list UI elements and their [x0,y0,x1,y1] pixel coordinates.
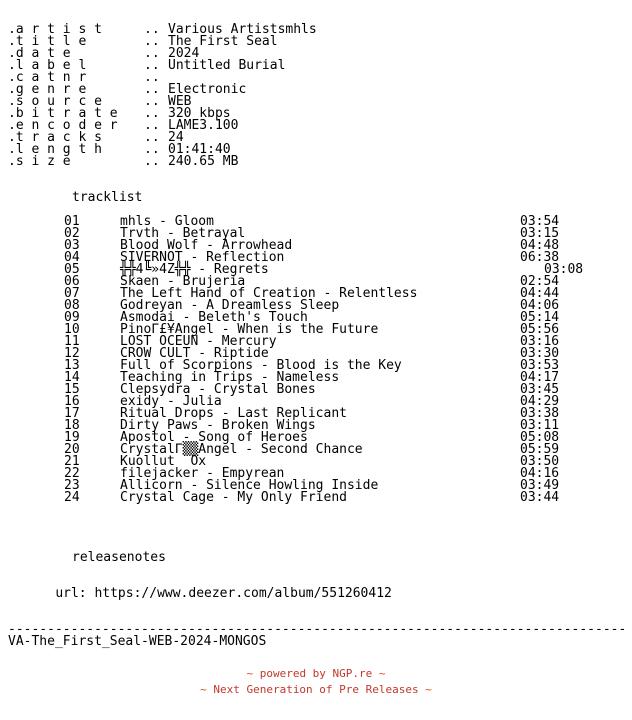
field-key: .d a t e [8,46,71,61]
field-value: LAME3.100 [168,118,239,133]
track-title: CROW CULT - Riptide [120,346,269,361]
field-key: .s i z e [8,154,71,169]
field-separator: .. [144,130,160,145]
track-title: LOST OCEUN - Mercury [120,334,277,349]
track-duration: 05:59 [520,442,560,457]
release-name: VA-The_First_Seal-WEB-2024-MONGOS [8,634,267,649]
track-title: Godreyan - A Dreamless Sleep [120,298,340,313]
track-duration: 04:17 [520,370,560,385]
releasenotes-heading: releasenotes [72,550,166,565]
track-duration: 03:11 [520,418,560,433]
field-value: 240.65 MB [168,154,239,169]
track-number: 17 [64,406,80,421]
track-duration: 04:06 [520,298,560,313]
divider: ------------------------------------------------------------------------------- [8,622,627,637]
track-number: 08 [64,298,80,313]
track-title: exidy - Julia [120,394,222,409]
track-title: SIVERNOT - Reflection [120,250,285,265]
field-key: .l a b e l [8,58,87,73]
track-number: 23 [64,478,80,493]
track-number: 19 [64,430,80,445]
field-separator: .. [144,154,160,169]
track-title: Kuollut Ox [120,454,207,469]
footer-powered-by [0,668,632,680]
track-duration: 03:53 [520,358,560,373]
track-duration: 03:16 [520,334,560,349]
track-number: 05 [64,262,80,277]
field-row [0,24,632,36]
track-number: 11 [64,334,80,349]
tilde-left: ~ [200,683,207,696]
track-title: Teaching in Trips - Nameless [120,370,340,385]
field-row [0,72,632,84]
track-title: filejacker - Empyrean [120,466,285,481]
tilde-right: ~ [425,683,432,696]
field-separator: .. [144,94,160,109]
track-title: Full of Scorpions - Blood is the Key [120,358,402,373]
field-separator: .. [144,34,160,49]
field-value: Untitled Burial [168,58,286,73]
track-number: 12 [64,346,80,361]
track-number: 13 [64,358,80,373]
track-number: 20 [64,442,80,457]
url-label: url: [55,586,87,601]
field-key: .b i t r a t e [8,106,118,121]
track-number: 07 [64,286,80,301]
track-title: Allicorn - Silence Howling Inside [120,478,379,493]
field-row [0,48,632,60]
tracklist-heading: tracklist [72,190,143,205]
track-title: Blood Wolf - Arrowhead [120,238,293,253]
track-number: 01 [64,214,80,229]
field-key: .c a t n r [8,70,87,85]
field-value: 2024 [168,46,200,61]
track-duration: 05:14 [520,310,560,325]
field-separator: .. [144,46,160,61]
track-title: mhls - Gloom [120,214,214,229]
field-separator: .. [144,118,160,133]
field-separator: .. [144,70,160,85]
track-number: 04 [64,250,80,265]
track-number: 18 [64,418,80,433]
field-row [0,144,632,156]
track-duration: 03:45 [520,382,560,397]
field-separator: .. [144,106,160,121]
field-key: .t r a c k s [8,130,102,145]
track-duration: 06:38 [520,250,560,265]
track-duration: 04:44 [520,286,560,301]
track-duration: 03:54 [520,214,560,229]
track-title: The Left Hand of Creation - Relentless [120,286,418,301]
field-key: .e n c o d e r [8,118,118,133]
tilde-left: ~ [246,667,254,680]
album-url: https://www.deezer.com/album/551260412 [94,586,392,601]
track-title: CrystalΓ▒▒Angel - Second Chance [120,442,363,457]
footer-tagline [0,684,632,696]
field-value: 320 kbps [168,106,231,121]
track-number: 16 [64,394,80,409]
field-value: Various Artistsmhls [168,22,317,37]
track-number: 14 [64,370,80,385]
track-title: Crystal Cage - My Only Friend [120,490,347,505]
track-duration: 03:50 [520,454,560,469]
track-duration: 04:16 [520,466,560,481]
field-key: .t i t l e [8,34,87,49]
track-duration: 03:30 [520,346,560,361]
field-value: The First Seal [168,34,278,49]
track-title: Clepsydra - Crystal Bones [120,382,316,397]
field-key: .l e n g t h [8,142,102,157]
track-title: Trvth - Betrayal [120,226,246,241]
track-duration: 02:54 [520,274,560,289]
track-duration: 03:44 [520,490,560,505]
track-title: Skaen - Brujeria [120,274,246,289]
track-duration: 04:48 [520,238,560,253]
track-number: 03 [64,238,80,253]
field-separator: .. [144,22,160,37]
track-duration: 04:29 [520,394,560,409]
field-value: 24 [168,130,184,145]
track-duration: 03:49 [520,478,560,493]
field-separator: .. [144,142,160,157]
track-row [0,252,632,264]
field-value: Electronic [168,82,247,97]
track-number: 06 [64,274,80,289]
tagline-text: Next Generation of Pre Releases [213,683,419,696]
track-number: 09 [64,310,80,325]
track-number: 15 [64,382,80,397]
track-duration: 05:08 [520,430,560,445]
tilde-right: ~ [378,667,386,680]
field-separator: .. [144,58,160,73]
field-key: .a r t i s t [8,22,102,37]
track-duration: 05:56 [520,322,560,337]
track-duration: 03:08 [544,262,584,277]
field-separator: .. [144,82,160,97]
track-number: 10 [64,322,80,337]
field-row [0,60,632,72]
track-number: 24 [64,490,80,505]
track-title: Dirty Paws - Broken Wings [120,418,316,433]
track-title: Asmodai - Beleth's Touch [120,310,308,325]
field-value: WEB [168,94,192,109]
powered-by-text: powered by NGP.re [259,667,373,680]
track-number: 22 [64,466,80,481]
field-value: 01:41:40 [168,142,231,157]
track-title: PinoΓ£¥Angel - When is the Future [120,322,379,337]
track-duration: 03:15 [520,226,560,241]
field-row [0,156,632,168]
track-title: Ritual Drops - Last Replicant [120,406,347,421]
track-number: 21 [64,454,80,469]
track-duration: 03:38 [520,406,560,421]
track-number: 02 [64,226,80,241]
field-key: .g e n r e [8,82,87,97]
field-row [0,36,632,48]
track-title: ╬╬4╚»4Z╬╬ - Regrets [120,262,269,277]
track-row [0,492,632,504]
tracklist [0,216,632,504]
release-info-fields [0,24,632,168]
field-key: .s o u r c e [8,94,102,109]
track-title: Apostol - Song of Heroes [120,430,308,445]
url-line [24,576,392,612]
